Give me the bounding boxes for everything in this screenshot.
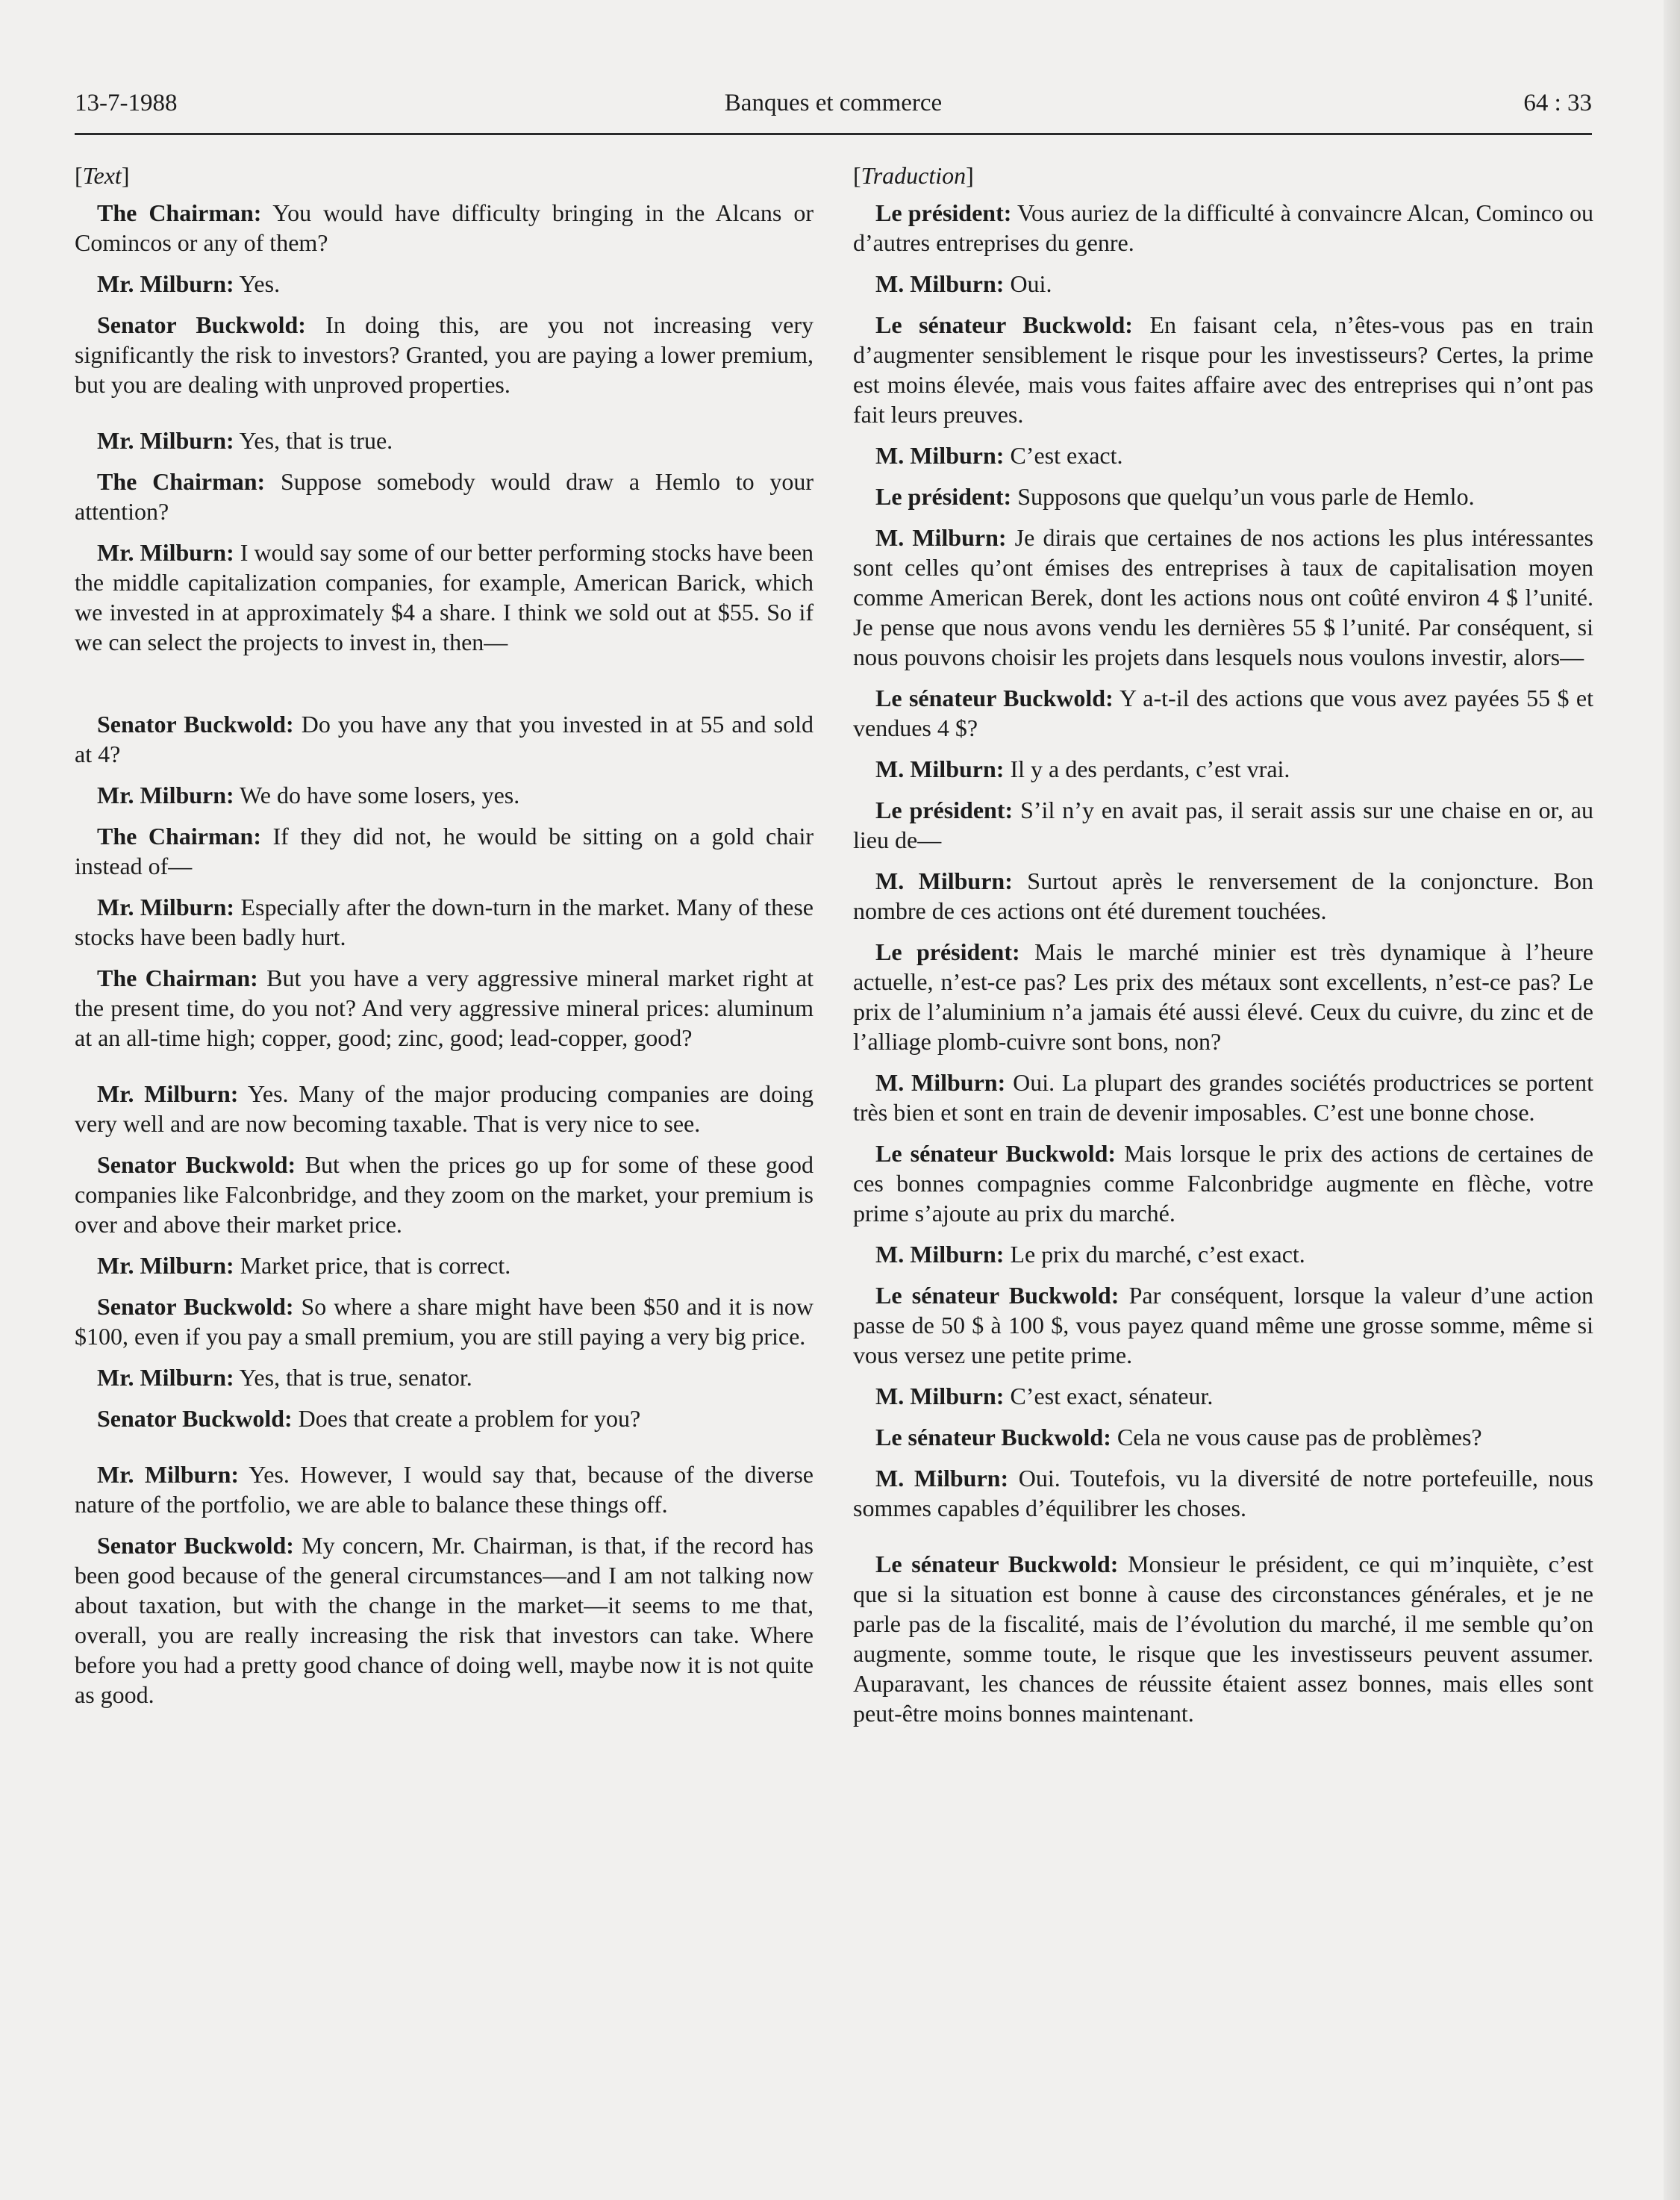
- speaker-name: The Chairman:: [97, 823, 261, 850]
- speaker-name: Mr. Milburn:: [97, 1080, 239, 1107]
- speech-text: Cela ne vous cause pas de problèmes?: [1111, 1424, 1482, 1450]
- speech-text: Par conséquent, lorsque la valeur d’une action passe de 50 $ à 100 $, vous payez quand même une grosse somme, même si vous versez une petite prime.: [853, 1282, 1594, 1368]
- speaker-name: M. Milburn:: [875, 1241, 1005, 1268]
- speech-text: Mais le marché minier est très dynamique à l’heure actuelle, n’est-ce pas? Les prix des métaux sont excellents, n’est-ce pas? Le prix de l’aluminium n’a jamais été aussi élevé. Ceux du cuivre, du zinc et de l’alliage plomb-cuivre sont bons, non?: [853, 938, 1594, 1055]
- speech-text: You would have difficulty bringing in the Alcans or Comincos or any of them?: [75, 199, 814, 256]
- speech-text: Oui. Toutefois, vu la diversité de notre portefeuille, nous sommes capables d’équilibrer les choses.: [853, 1465, 1593, 1521]
- page-edge-shadow: [1664, 0, 1680, 2200]
- speaker-name: Le président:: [875, 938, 1020, 965]
- speaker-name: Mr. Milburn:: [97, 1364, 234, 1391]
- french-column: [853, 161, 1593, 1739]
- speaker-name: The Chairman:: [97, 199, 262, 226]
- transcript-paragraph: [853, 1068, 1593, 1127]
- speaker-name: M. Milburn:: [875, 1069, 1006, 1096]
- speech-text: Oui.: [1004, 270, 1052, 297]
- speaker-name: M. Milburn:: [875, 270, 1005, 297]
- language-tag-text: [Text]: [75, 162, 130, 189]
- transcript-paragraph: [853, 866, 1593, 926]
- transcript-paragraph: [75, 1150, 814, 1239]
- transcript-paragraph: [75, 892, 814, 952]
- transcript-paragraph: [853, 937, 1593, 1056]
- speech-text: In doing this, are you not increasing very significantly the risk to investors? Granted, you are paying a lower premium, but you are dealing with unproved properties.: [75, 311, 814, 398]
- speech-text: Mais lorsque le prix des actions de certaines de ces bonnes compagnies comme Falconbridge augmente en flèche, votre prime s’ajoute au prix du marché.: [853, 1140, 1594, 1227]
- transcript-paragraph: [853, 269, 1593, 299]
- speaker-name: Senator Buckwold:: [97, 1405, 293, 1432]
- speaker-name: Le sénateur Buckwold:: [875, 1424, 1111, 1450]
- transcript-paragraph: [75, 269, 814, 299]
- speech-text: Monsieur le président, ce qui m’inquiète, c’est que si la situation est bonne à cause des circonstances générales, et je ne parle pas de la fiscalité, mais de l’évolution du marché, il me semble qu’on augmente, somme toute, le risque que les investisseurs peuvent assumer. Auparavant, les chances de réussite étaient assez bonnes, mais elles sont peut-être moins bonnes maintenant.: [853, 1551, 1593, 1727]
- speech-text: Supposons que quelqu’un vous parle de Hemlo.: [1011, 483, 1475, 510]
- transcript-paragraph: [75, 963, 814, 1053]
- speaker-name: M. Milburn:: [875, 442, 1005, 469]
- speech-text: Surtout après le renversement de la conjoncture. Bon nombre de ces actions ont été durement touchées.: [853, 867, 1594, 924]
- speech-text: Yes. However, I would say that, because of the diverse nature of the portfolio, we are able to balance these things off.: [75, 1461, 814, 1518]
- speaker-name: M. Milburn:: [875, 755, 1005, 782]
- speaker-name: Mr. Milburn:: [97, 427, 234, 454]
- transcript-paragraph: [75, 1079, 814, 1138]
- speaker-name: Le sénateur Buckwold:: [875, 311, 1133, 338]
- speech-text: So where a share might have been $50 and it is now $100, even if you pay a small premium, you are still paying a very big price.: [75, 1293, 814, 1350]
- speaker-name: M. Milburn:: [875, 524, 1007, 551]
- transcript-paragraph: [75, 709, 814, 769]
- english-column: [75, 161, 814, 1721]
- speaker-name: Le sénateur Buckwold:: [875, 685, 1114, 711]
- speech-text: Vous auriez de la difficulté à convaincre Alcan, Cominco ou d’autres entreprises du genre.: [853, 199, 1594, 256]
- speech-text: C’est exact.: [1004, 442, 1123, 469]
- speaker-name: Le sénateur Buckwold:: [875, 1551, 1119, 1577]
- transcript-paragraph: [75, 467, 814, 526]
- transcript-paragraph: [75, 1250, 814, 1280]
- speaker-name: Le président:: [875, 797, 1014, 823]
- transcript-paragraph: [75, 198, 814, 258]
- speech-text: En faisant cela, n’êtes-vous pas en train d’augmenter sensiblement le risque pour les investisseurs? Certes, la prime est moins élevée, mais vous faites affaire avec des entreprises qui n’ont pas fait leurs preuves.: [853, 311, 1594, 428]
- speaker-name: M. Milburn:: [875, 1383, 1005, 1409]
- transcript-paragraph: [75, 821, 814, 881]
- speech-text: Does that create a problem for you?: [292, 1405, 641, 1432]
- speech-text: My concern, Mr. Chairman, is that, if the record has been good because of the general circumstances—and I am not talking now about taxation, but with the change in the market—it seems to me that, overall, you are really increasing the risk that investors can take. Where before you had a pretty good chance of doing well, maybe now it is not quite as good.: [75, 1532, 814, 1708]
- speaker-name: Senator Buckwold:: [97, 311, 306, 338]
- transcript-paragraph: [75, 1403, 814, 1433]
- transcript-paragraph: [853, 310, 1593, 429]
- transcript-paragraph: [853, 440, 1593, 470]
- transcript-paragraph: [853, 1239, 1593, 1269]
- speaker-name: M. Milburn:: [875, 867, 1013, 894]
- speaker-name: M. Milburn:: [875, 1465, 1009, 1492]
- speech-text: S’il n’y en avait pas, il serait assis sur une chaise en or, au lieu de—: [853, 797, 1594, 853]
- speech-text: Suppose somebody would draw a Hemlo to your attention?: [75, 468, 814, 525]
- speaker-name: Le président:: [875, 483, 1012, 510]
- transcript-paragraph: [853, 1422, 1593, 1452]
- transcript-paragraph: [853, 1138, 1593, 1228]
- speech-text: Yes, that is true, senator.: [234, 1364, 472, 1391]
- language-tag-traduction: [Traduction]: [853, 162, 974, 189]
- speech-text: Yes. Many of the major producing companies are doing very well and are now becoming taxable. That is very nice to see.: [75, 1080, 814, 1137]
- transcript-paragraph: [75, 426, 814, 455]
- transcript-paragraph: [75, 780, 814, 810]
- speaker-name: Mr. Milburn:: [97, 782, 234, 808]
- transcript-paragraph: [853, 1381, 1593, 1411]
- speaker-name: Senator Buckwold:: [97, 1151, 296, 1178]
- speaker-name: Mr. Milburn:: [97, 894, 235, 920]
- speech-text: Yes.: [234, 270, 281, 297]
- speaker-name: Senator Buckwold:: [97, 1293, 294, 1320]
- header-date: 13-7-1988: [75, 90, 178, 116]
- speaker-name: Senator Buckwold:: [97, 711, 294, 738]
- speaker-name: Le sénateur Buckwold:: [875, 1282, 1120, 1309]
- speech-text: Y a-t-il des actions que vous avez payées 55 $ et vendues 4 $?: [853, 685, 1593, 741]
- page-header: [75, 88, 1592, 135]
- speaker-name: Le sénateur Buckwold:: [875, 1140, 1117, 1167]
- transcript-paragraph: [75, 537, 814, 657]
- speech-text: Yes, that is true.: [234, 427, 393, 454]
- speech-text: We do have some losers, yes.: [234, 782, 520, 808]
- speech-text: If they did not, he would be sitting on a gold chair instead of—: [75, 823, 814, 879]
- transcript-paragraph: [75, 310, 814, 399]
- transcript-paragraph: [75, 1291, 814, 1351]
- transcript-paragraph: [853, 482, 1593, 511]
- transcript-paragraph: [853, 1280, 1593, 1370]
- speech-text: Oui. La plupart des grandes sociétés productrices se portent très bien et sont en train de devenir imposables. C’est une bonne chose.: [853, 1069, 1594, 1126]
- transcript-paragraph: [853, 1549, 1593, 1728]
- header-title: Banques et commerce: [724, 90, 943, 116]
- speech-text: Je dirais que certaines de nos actions les plus intéressantes sont celles qu’ont émises des entreprises à taux de capitalisation moyen comme American Berek, dont les actions nous ont coûté environ 4 $ l’unité. Je pense que nous avons vendu les dernières 55 $ l’unité. Par conséquent, si nous pouvons choisir les projets dans lesquels nous voulons investir, alors—: [853, 524, 1594, 670]
- transcript-paragraph: [75, 1530, 814, 1710]
- header-page-number: 64 : 33: [1523, 90, 1592, 116]
- speaker-name: Le président:: [875, 199, 1012, 226]
- transcript-paragraph: [853, 754, 1593, 784]
- transcript-paragraph: [853, 1463, 1593, 1523]
- speech-text: Market price, that is correct.: [234, 1252, 511, 1279]
- transcript-paragraph: [853, 198, 1593, 258]
- speech-text: Do you have any that you invested in at 55 and sold at 4?: [75, 711, 814, 767]
- speaker-name: The Chairman:: [97, 965, 258, 991]
- speaker-name: Senator Buckwold:: [97, 1532, 294, 1559]
- transcript-paragraph: [853, 523, 1593, 672]
- speaker-name: Mr. Milburn:: [97, 539, 234, 566]
- speech-text: Il y a des perdants, c’est vrai.: [1004, 755, 1290, 782]
- transcript-paragraph: [853, 795, 1593, 855]
- speech-text: But when the prices go up for some of these good companies like Falconbridge, and they zoom on the market, your premium is over and above their market price.: [75, 1151, 814, 1238]
- speech-text: Especially after the down-turn in the market. Many of these stocks have been badly hurt.: [75, 894, 814, 950]
- speaker-name: Mr. Milburn:: [97, 270, 234, 297]
- speech-text: I would say some of our better performing stocks have been the middle capitalization companies, for example, American Barick, which we invested in at approximately $4 a share. I think we sold out at $55. So if we can select the projects to invest in, then—: [75, 539, 814, 655]
- speech-text: C’est exact, sénateur.: [1004, 1383, 1214, 1409]
- transcript-paragraph: [75, 1362, 814, 1392]
- speech-text: Le prix du marché, c’est exact.: [1004, 1241, 1305, 1268]
- speaker-name: Mr. Milburn:: [97, 1461, 240, 1488]
- transcript-paragraph: [853, 683, 1593, 743]
- speaker-name: The Chairman:: [97, 468, 266, 495]
- speech-text: But you have a very aggressive mineral market right at the present time, do you not? And very aggressive mineral prices: aluminum at an all-time high; copper, good; zinc, good; lead-copper, good?: [75, 965, 814, 1051]
- speaker-name: Mr. Milburn:: [97, 1252, 234, 1279]
- transcript-paragraph: [75, 1459, 814, 1519]
